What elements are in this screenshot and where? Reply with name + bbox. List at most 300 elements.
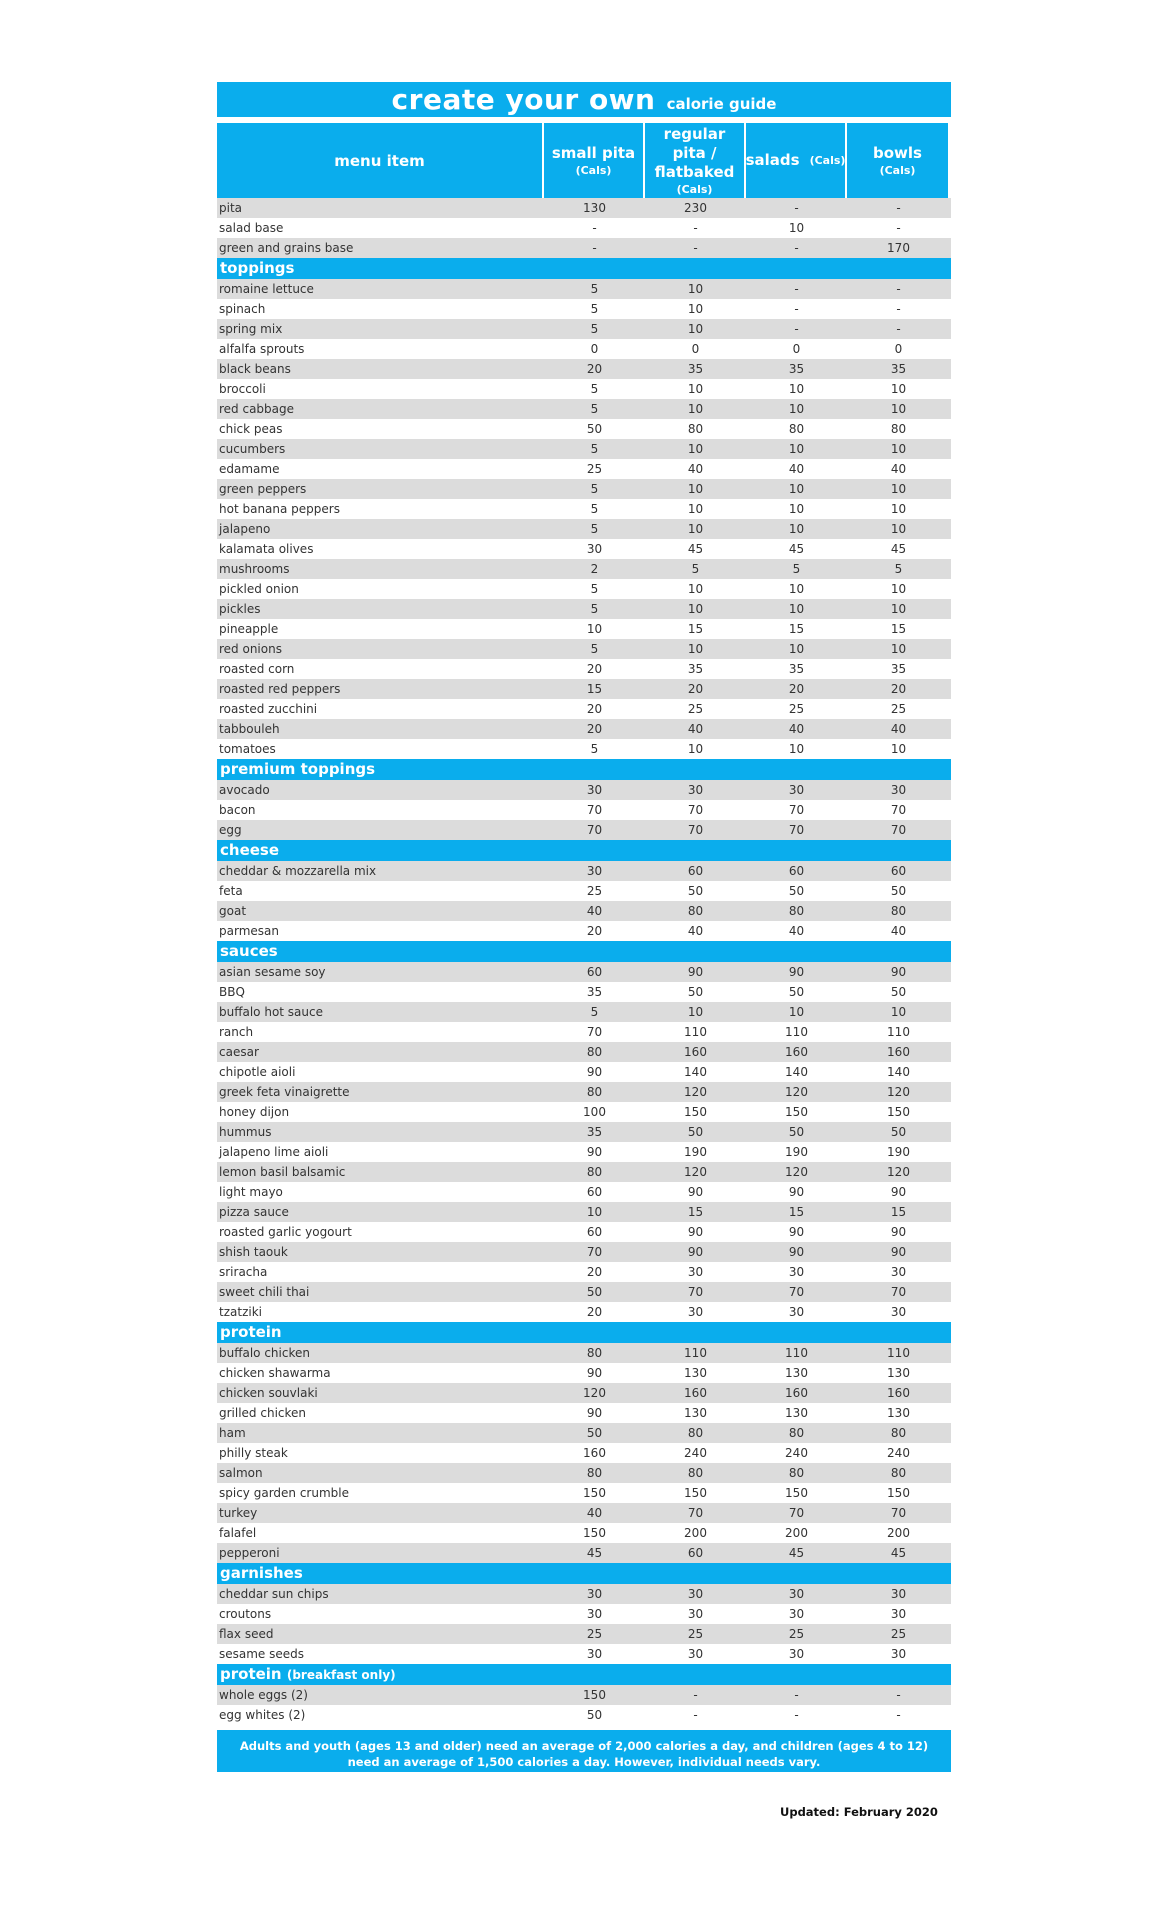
- calorie-value: 10: [890, 502, 907, 516]
- calorie-value: 80: [890, 1426, 907, 1440]
- menu-item-name: parmesan: [219, 924, 279, 938]
- calorie-value: 70: [586, 803, 603, 817]
- calorie-value: 10: [788, 602, 805, 616]
- calorie-value: 40: [687, 924, 704, 938]
- calorie-value: 130: [684, 1366, 707, 1380]
- section-header: protein (breakfast only): [217, 1664, 951, 1685]
- calorie-value: 30: [788, 1587, 805, 1601]
- table-row: [217, 399, 951, 419]
- calorie-value: 70: [890, 823, 907, 837]
- menu-item-name: pepperoni: [219, 1546, 280, 1560]
- calorie-value: 70: [586, 823, 603, 837]
- table-row: [217, 1182, 951, 1202]
- calorie-value: 15: [788, 1205, 805, 1219]
- table-row: [217, 780, 951, 800]
- calorie-value: 110: [684, 1025, 707, 1039]
- calorie-value: 10: [788, 482, 805, 496]
- table-row: [217, 1022, 951, 1042]
- table-row: [217, 1403, 951, 1423]
- calorie-value: 50: [890, 884, 907, 898]
- calorie-guide-sheet: [217, 82, 951, 1772]
- table-row: [217, 1463, 951, 1483]
- calorie-value: 90: [586, 1145, 603, 1159]
- calorie-value: 5: [590, 282, 599, 296]
- calorie-value: 60: [687, 864, 704, 878]
- table-row: [217, 279, 951, 299]
- calorie-value: 15: [687, 622, 704, 636]
- calorie-value: 160: [684, 1386, 707, 1400]
- menu-item-name: red onions: [219, 642, 282, 656]
- menu-item-name: pizza sauce: [219, 1205, 289, 1219]
- calorie-value: 60: [586, 1225, 603, 1239]
- calorie-value: 80: [687, 904, 704, 918]
- table-row: [217, 1423, 951, 1443]
- calorie-value: 10: [788, 642, 805, 656]
- menu-item-name: grilled chicken: [219, 1406, 307, 1420]
- calorie-value: 190: [684, 1145, 707, 1159]
- title-bar: [217, 82, 951, 117]
- calorie-value: 30: [890, 783, 907, 797]
- menu-item-name: cucumbers: [219, 442, 286, 456]
- table-row: [217, 1343, 951, 1363]
- calorie-value: 60: [586, 965, 603, 979]
- calorie-value: 160: [785, 1045, 808, 1059]
- calorie-value: 0: [590, 342, 599, 356]
- header-menu-item: menu item: [217, 123, 542, 198]
- table-row: [217, 659, 951, 679]
- calorie-value: 40: [687, 722, 704, 736]
- calorie-value: 20: [586, 1265, 603, 1279]
- calorie-value: 25: [890, 1627, 907, 1641]
- calorie-value: 50: [687, 985, 704, 999]
- calorie-value: 5: [590, 522, 599, 536]
- calorie-value: 150: [684, 1105, 707, 1119]
- calorie-value: 35: [687, 362, 704, 376]
- menu-item-name: spicy garden crumble: [219, 1486, 349, 1500]
- calorie-value: 30: [890, 1305, 907, 1319]
- table-row: [217, 1242, 951, 1262]
- menu-item-name: tzatziki: [219, 1305, 262, 1319]
- table-row: [217, 198, 951, 218]
- calorie-value: 110: [785, 1025, 808, 1039]
- calorie-value: 80: [890, 1466, 907, 1480]
- calorie-value: 90: [788, 1245, 805, 1259]
- section-header: garnishes: [217, 1563, 951, 1584]
- menu-item-name: salad base: [219, 221, 284, 235]
- menu-item-name: buffalo hot sauce: [219, 1005, 323, 1019]
- calorie-value: 25: [586, 884, 603, 898]
- calorie-value: 240: [684, 1446, 707, 1460]
- calorie-value: 80: [788, 422, 805, 436]
- menu-item-name: goat: [219, 904, 247, 918]
- menu-item-name: hummus: [219, 1125, 272, 1139]
- table-row: [217, 861, 951, 881]
- calorie-value: 130: [785, 1406, 808, 1420]
- table-row: [217, 339, 951, 359]
- calorie-value: 10: [890, 522, 907, 536]
- calorie-value: 120: [887, 1085, 910, 1099]
- menu-item-name: cheddar sun chips: [219, 1587, 329, 1601]
- menu-item-name: pineapple: [219, 622, 279, 636]
- calorie-value: 10: [687, 602, 704, 616]
- calorie-value: 120: [684, 1085, 707, 1099]
- calorie-value: 10: [687, 282, 704, 296]
- calorie-value: 5: [590, 742, 599, 756]
- calorie-value: 5: [590, 382, 599, 396]
- calorie-value: -: [896, 1688, 901, 1702]
- calorie-value: 5: [590, 1005, 599, 1019]
- calorie-value: 30: [788, 1305, 805, 1319]
- menu-item-name: avocado: [219, 783, 270, 797]
- calorie-value: 90: [687, 965, 704, 979]
- calorie-value: 60: [788, 864, 805, 878]
- calorie-value: 45: [788, 542, 805, 556]
- calorie-value: 50: [890, 1125, 907, 1139]
- menu-item-name: sweet chili thai: [219, 1285, 310, 1299]
- calorie-value: 150: [887, 1105, 910, 1119]
- menu-item-name: chick peas: [219, 422, 283, 436]
- calorie-value: 30: [788, 1607, 805, 1621]
- calorie-value: 50: [687, 884, 704, 898]
- menu-item-name: ranch: [219, 1025, 254, 1039]
- section-header: sauces: [217, 941, 951, 962]
- calorie-value: 30: [687, 1607, 704, 1621]
- calorie-value: -: [794, 241, 799, 255]
- calorie-value: 25: [586, 462, 603, 476]
- table-row: [217, 1282, 951, 1302]
- calorie-value: 30: [586, 864, 603, 878]
- calorie-value: 70: [890, 803, 907, 817]
- calorie-value: -: [896, 282, 901, 296]
- menu-item-name: pita: [219, 201, 243, 215]
- calorie-value: 10: [687, 522, 704, 536]
- calorie-value: 5: [590, 582, 599, 596]
- calorie-value: 230: [684, 201, 707, 215]
- table-row: [217, 679, 951, 699]
- calorie-value: 20: [586, 1305, 603, 1319]
- calorie-value: 10: [890, 382, 907, 396]
- calorie-value: 70: [890, 1285, 907, 1299]
- table-row: [217, 319, 951, 339]
- table-row: [217, 439, 951, 459]
- menu-item-name: chicken shawarma: [219, 1366, 331, 1380]
- calorie-value: 35: [586, 985, 603, 999]
- table-row: [217, 962, 951, 982]
- calorie-value: 45: [890, 542, 907, 556]
- section-header: protein: [217, 1322, 951, 1343]
- calorie-value: 10: [687, 642, 704, 656]
- calorie-value: 60: [890, 864, 907, 878]
- calorie-value: 130: [887, 1406, 910, 1420]
- calorie-value: 35: [788, 362, 805, 376]
- calorie-value: 10: [687, 1005, 704, 1019]
- table-row: [217, 1523, 951, 1543]
- menu-item-name: turkey: [219, 1506, 258, 1520]
- calorie-value: 30: [890, 1607, 907, 1621]
- calorie-value: 10: [687, 502, 704, 516]
- calorie-value: 90: [687, 1245, 704, 1259]
- calorie-value: 30: [687, 1587, 704, 1601]
- table-row: [217, 238, 951, 258]
- calorie-value: 40: [788, 924, 805, 938]
- menu-item-name: pickled onion: [219, 582, 299, 596]
- calorie-value: 10: [890, 402, 907, 416]
- calorie-value: 15: [586, 682, 603, 696]
- calorie-value: 20: [586, 924, 603, 938]
- calorie-value: 10: [788, 382, 805, 396]
- menu-item-name: philly steak: [219, 1446, 288, 1460]
- calorie-value: 70: [788, 803, 805, 817]
- calorie-value: 50: [687, 1125, 704, 1139]
- table-row: [217, 499, 951, 519]
- calorie-value: 10: [687, 322, 704, 336]
- table-row: [217, 982, 951, 1002]
- table-row: [217, 921, 951, 941]
- calorie-value: 10: [890, 442, 907, 456]
- menu-item-name: bacon: [219, 803, 256, 817]
- calorie-value: 10: [687, 402, 704, 416]
- header-regular-pita: regular pita / flatbaked (Cals): [645, 123, 744, 198]
- calorie-value: -: [693, 1708, 698, 1722]
- calorie-value: 5: [894, 562, 903, 576]
- table-row: [217, 1644, 951, 1664]
- calorie-value: 80: [586, 1346, 603, 1360]
- menu-item-name: roasted red peppers: [219, 682, 341, 696]
- menu-item-name: shish taouk: [219, 1245, 288, 1259]
- calorie-value: 110: [785, 1346, 808, 1360]
- calorie-value: 130: [684, 1406, 707, 1420]
- calorie-value: 40: [890, 924, 907, 938]
- calorie-value: 110: [684, 1346, 707, 1360]
- menu-item-name: honey dijon: [219, 1105, 290, 1119]
- calorie-value: 5: [792, 562, 801, 576]
- calorie-value: 70: [788, 1506, 805, 1520]
- menu-item-name: egg: [219, 823, 242, 837]
- menu-item-name: roasted corn: [219, 662, 295, 676]
- page-subtitle: calorie guide: [666, 95, 777, 113]
- calorie-value: 45: [788, 1546, 805, 1560]
- calorie-value: 40: [586, 1506, 603, 1520]
- calorie-value: 5: [590, 402, 599, 416]
- calorie-value: 25: [788, 1627, 805, 1641]
- calorie-value: 90: [586, 1366, 603, 1380]
- table-row: [217, 800, 951, 820]
- calorie-value: 20: [586, 722, 603, 736]
- calorie-value: 15: [890, 1205, 907, 1219]
- calorie-value: 60: [586, 1185, 603, 1199]
- menu-item-name: croutons: [219, 1607, 272, 1621]
- calorie-value: 70: [687, 803, 704, 817]
- calorie-value: -: [592, 241, 597, 255]
- calorie-value: 25: [890, 702, 907, 716]
- calorie-value: 25: [788, 702, 805, 716]
- table-header: [217, 123, 951, 198]
- table-body: [217, 198, 951, 1725]
- menu-item-name: flax seed: [219, 1627, 274, 1641]
- menu-item-name: caesar: [219, 1045, 259, 1059]
- table-row: [217, 881, 951, 901]
- calorie-value: 0: [691, 342, 700, 356]
- calorie-value: -: [794, 302, 799, 316]
- calorie-value: 90: [586, 1406, 603, 1420]
- menu-item-name: alfalfa sprouts: [219, 342, 305, 356]
- table-row: [217, 479, 951, 499]
- section-header: premium toppings: [217, 759, 951, 780]
- calorie-value: 45: [586, 1546, 603, 1560]
- table-row: [217, 619, 951, 639]
- calorie-value: 100: [583, 1105, 606, 1119]
- calorie-value: 120: [583, 1386, 606, 1400]
- calorie-value: 5: [590, 502, 599, 516]
- table-row: [217, 1042, 951, 1062]
- calorie-value: 90: [890, 1245, 907, 1259]
- calorie-value: 150: [583, 1526, 606, 1540]
- section-header: toppings: [217, 258, 951, 279]
- table-row: [217, 419, 951, 439]
- calorie-value: 25: [687, 1627, 704, 1641]
- calorie-value: 190: [887, 1145, 910, 1159]
- calorie-value: 5: [590, 482, 599, 496]
- calorie-value: 30: [687, 1647, 704, 1661]
- menu-item-name: green peppers: [219, 482, 307, 496]
- table-row: [217, 1262, 951, 1282]
- calorie-value: 35: [586, 1125, 603, 1139]
- calorie-value: 70: [788, 1285, 805, 1299]
- calorie-value: 150: [785, 1486, 808, 1500]
- calorie-value: 35: [890, 662, 907, 676]
- menu-item-name: chipotle aioli: [219, 1065, 296, 1079]
- calorie-value: 20: [687, 682, 704, 696]
- table-row: [217, 1363, 951, 1383]
- calorie-value: 45: [687, 542, 704, 556]
- table-row: [217, 579, 951, 599]
- calorie-value: 150: [583, 1688, 606, 1702]
- calorie-value: 80: [586, 1165, 603, 1179]
- table-row: [217, 1222, 951, 1242]
- section-header: cheese: [217, 840, 951, 861]
- calorie-value: 10: [890, 582, 907, 596]
- calorie-value: 80: [687, 1466, 704, 1480]
- calorie-value: 140: [887, 1065, 910, 1079]
- calorie-value: -: [794, 201, 799, 215]
- table-row: [217, 1584, 951, 1604]
- calorie-value: 70: [788, 823, 805, 837]
- calorie-value: -: [896, 201, 901, 215]
- calorie-value: 20: [890, 682, 907, 696]
- calorie-value: 80: [890, 422, 907, 436]
- calorie-value: 10: [890, 482, 907, 496]
- calorie-value: 25: [586, 1627, 603, 1641]
- calorie-value: -: [896, 302, 901, 316]
- calorie-value: 40: [890, 722, 907, 736]
- calorie-value: 150: [684, 1486, 707, 1500]
- calorie-value: 10: [687, 582, 704, 596]
- table-row: [217, 699, 951, 719]
- updated-date: Updated: February 2020: [780, 1805, 938, 1819]
- calorie-value: 30: [890, 1587, 907, 1601]
- calorie-value: 30: [586, 542, 603, 556]
- table-row: [217, 1082, 951, 1102]
- menu-item-name: ham: [219, 1426, 246, 1440]
- table-row: [217, 539, 951, 559]
- calorie-value: 120: [785, 1165, 808, 1179]
- calorie-value: 30: [586, 1587, 603, 1601]
- table-row: [217, 739, 951, 759]
- calorie-value: 40: [890, 462, 907, 476]
- calorie-value: 80: [687, 1426, 704, 1440]
- menu-item-name: egg whites (2): [219, 1708, 306, 1722]
- calorie-value: 10: [586, 622, 603, 636]
- calorie-value: 130: [583, 201, 606, 215]
- table-row: [217, 519, 951, 539]
- calorie-value: 35: [890, 362, 907, 376]
- calorie-value: 80: [890, 904, 907, 918]
- calorie-value: 30: [687, 1305, 704, 1319]
- calorie-value: 40: [687, 462, 704, 476]
- calorie-value: 70: [687, 1285, 704, 1299]
- calorie-value: 80: [788, 904, 805, 918]
- menu-item-name: kalamata olives: [219, 542, 314, 556]
- menu-item-name: romaine lettuce: [219, 282, 314, 296]
- calorie-value: 90: [687, 1185, 704, 1199]
- calorie-value: 160: [887, 1386, 910, 1400]
- calorie-value: 30: [586, 1607, 603, 1621]
- calorie-value: 0: [894, 342, 903, 356]
- calorie-value: 20: [586, 662, 603, 676]
- calorie-value: 240: [785, 1446, 808, 1460]
- calorie-value: 50: [890, 985, 907, 999]
- calorie-value: 140: [785, 1065, 808, 1079]
- calorie-value: 50: [586, 422, 603, 436]
- calorie-value: 200: [887, 1526, 910, 1540]
- calorie-value: 35: [687, 662, 704, 676]
- calorie-value: 50: [788, 1125, 805, 1139]
- table-row: [217, 459, 951, 479]
- header-salads: salads (Cals): [746, 123, 845, 198]
- calorie-value: 30: [586, 783, 603, 797]
- calorie-value: 10: [687, 382, 704, 396]
- calorie-value: 5: [691, 562, 700, 576]
- calorie-value: 70: [586, 1025, 603, 1039]
- calorie-value: 70: [687, 823, 704, 837]
- calorie-value: 10: [586, 1205, 603, 1219]
- menu-item-name: edamame: [219, 462, 280, 476]
- calorie-value: 70: [687, 1506, 704, 1520]
- menu-item-name: tabbouleh: [219, 722, 280, 736]
- menu-item-name: asian sesame soy: [219, 965, 326, 979]
- calorie-value: 110: [887, 1025, 910, 1039]
- calorie-value: 60: [687, 1546, 704, 1560]
- table-row: [217, 1705, 951, 1725]
- calorie-value: 80: [586, 1085, 603, 1099]
- calorie-value: 90: [788, 965, 805, 979]
- calorie-value: 90: [788, 1225, 805, 1239]
- calorie-value: 20: [788, 682, 805, 696]
- calorie-value: -: [896, 322, 901, 336]
- calorie-value: 5: [590, 302, 599, 316]
- table-row: [217, 1604, 951, 1624]
- menu-item-name: feta: [219, 884, 243, 898]
- calorie-value: -: [896, 221, 901, 235]
- table-row: [217, 599, 951, 619]
- calorie-value: 160: [887, 1045, 910, 1059]
- table-row: [217, 379, 951, 399]
- menu-item-name: green and grains base: [219, 241, 354, 255]
- menu-item-name: roasted zucchini: [219, 702, 318, 716]
- calorie-value: 10: [788, 1005, 805, 1019]
- calorie-value: 10: [890, 742, 907, 756]
- menu-item-name: black beans: [219, 362, 291, 376]
